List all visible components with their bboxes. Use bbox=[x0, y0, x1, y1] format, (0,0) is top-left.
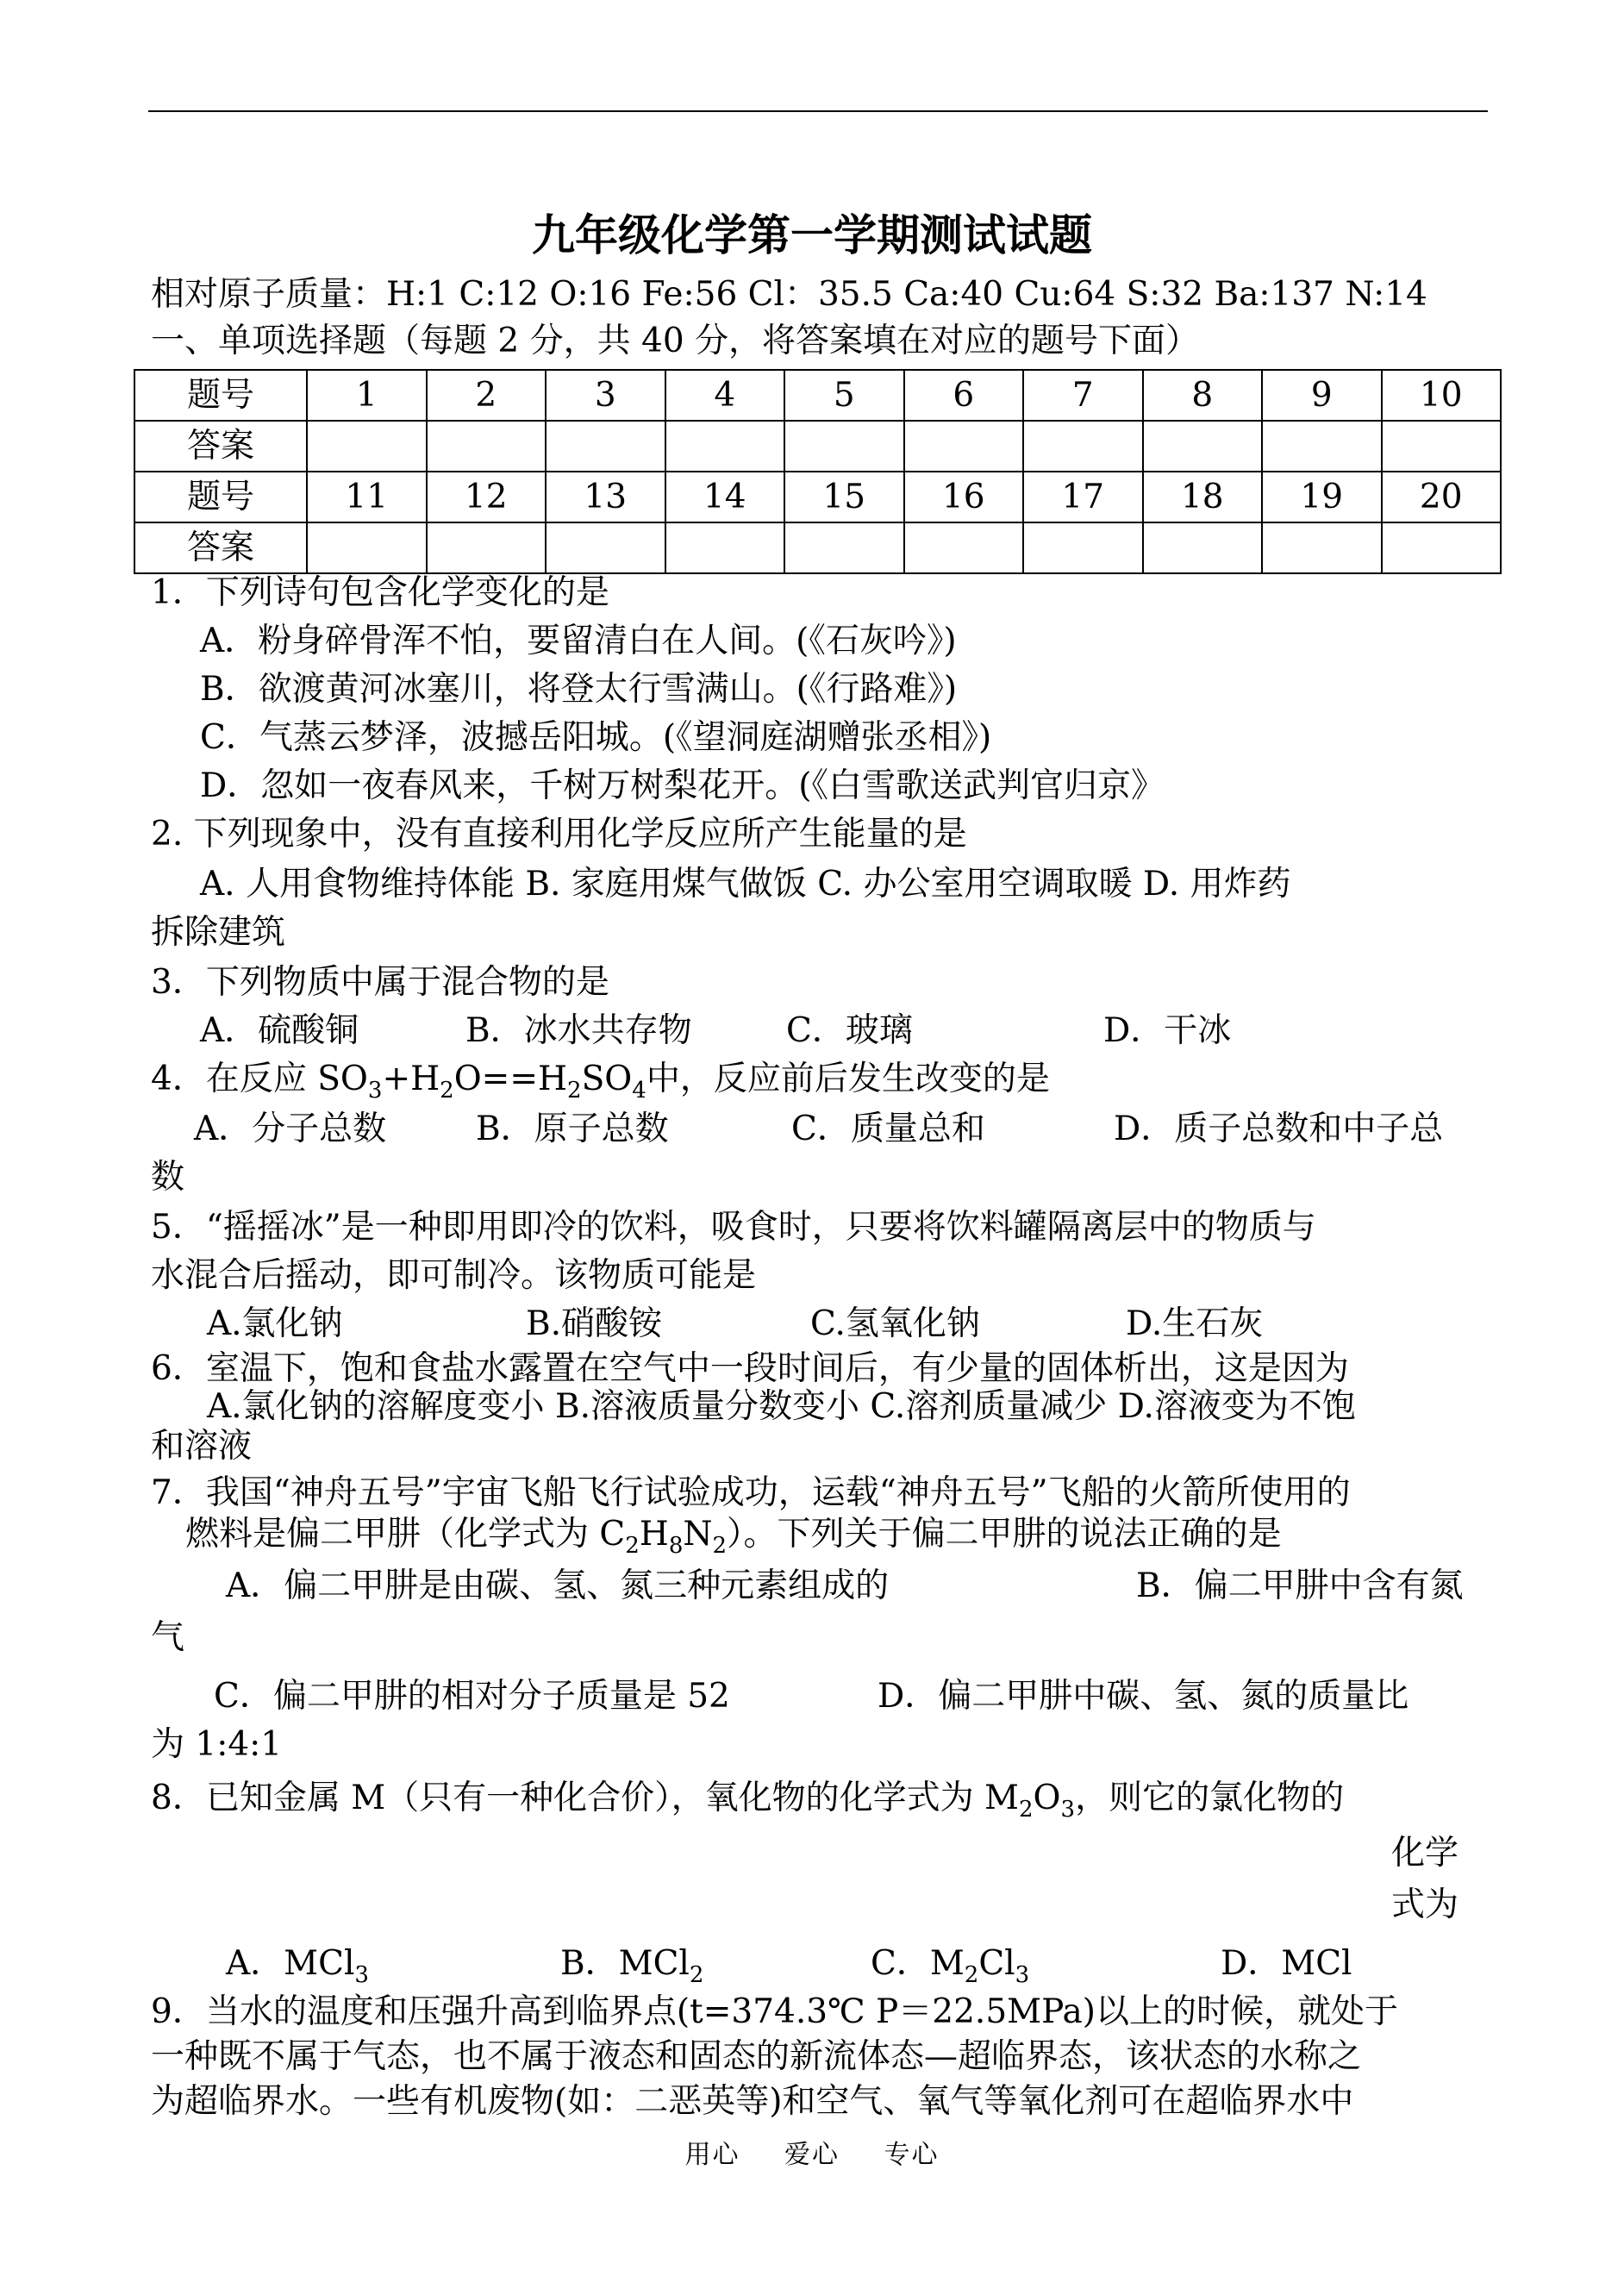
question-7-option-d: D．偏二甲肼中碳、氢、氮的质量比 bbox=[878, 1677, 1409, 1716]
question-8-option-c: C．$M_2Cl_3$ bbox=[871, 1944, 1030, 1988]
question-1-option-d: D．忽如一夜春风来，千树万树梨花开。(《白雪歌送武判官归京》 bbox=[200, 766, 1165, 805]
question-3-option-b: B．冰水共存物 bbox=[465, 1011, 692, 1050]
question-7-option-b-continued: 气 bbox=[151, 1618, 185, 1657]
table-row bbox=[134, 522, 1501, 573]
question-6-options: A.氯化钠的溶解度变小 B.溶液质量分数变小 C.溶剂质量减少 D.溶液变为不饱 bbox=[207, 1387, 1356, 1426]
question-8-option-d: D．MCl bbox=[1221, 1944, 1352, 1983]
atomic-mass-line: 相对原子质量：H:1 C:12 O:16 Fe:56 Cl：35.5 Ca:40 Cu:64 S:32 Ba:137 N:14 bbox=[151, 275, 1427, 314]
question-number-cell: 9 bbox=[1262, 370, 1382, 421]
answer-cell[interactable] bbox=[1262, 421, 1382, 472]
question-number-cell: 12 bbox=[427, 472, 547, 522]
question-9-line-1: 9．当水的温度和压强升高到临界点(t=374.3℃ P＝22.5MPa)以上的时候，就处于 bbox=[151, 1992, 1399, 2031]
question-7-option-d-continued: 为 1:4:1 bbox=[151, 1725, 283, 1764]
question-5-option-a: A.氯化钠 bbox=[207, 1304, 343, 1343]
answer-cell[interactable] bbox=[1023, 522, 1143, 573]
question-8-line-2: 化学 bbox=[1391, 1834, 1459, 1873]
question-7-line-2: 燃料是偏二甲肼（化学式为 $C_2H_8N_2$）。下列关于偏二甲肼的说法正确的是 bbox=[185, 1515, 1282, 1559]
answer-cell[interactable] bbox=[904, 522, 1024, 573]
question-4-option-a: A．分子总数 bbox=[194, 1110, 387, 1148]
question-1-option-b: B．欲渡黄河冰塞川，将登太行雪满山。(《行路难》) bbox=[200, 670, 958, 709]
footer-word: 用心 bbox=[684, 2140, 740, 2170]
question-5-option-d: D.生石灰 bbox=[1126, 1304, 1264, 1343]
question-9-line-2: 一种既不属于气态，也不属于液态和固态的新流体态—超临界态，该状态的水称之 bbox=[151, 2037, 1362, 2076]
question-number-cell: 20 bbox=[1382, 472, 1502, 522]
answer-cell[interactable] bbox=[1023, 421, 1143, 472]
question-number-cell: 19 bbox=[1262, 472, 1382, 522]
answer-cell[interactable] bbox=[546, 522, 665, 573]
question-9-line-3: 为超临界水。一些有机废物(如：二恶英等)和空气、氧气等氧化剂可在超临界水中 bbox=[151, 2082, 1354, 2121]
answer-cell[interactable] bbox=[665, 522, 785, 573]
question-5-option-c: C.氢氧化钠 bbox=[810, 1304, 980, 1343]
answer-cell[interactable] bbox=[1382, 522, 1502, 573]
row-label: 题号 bbox=[134, 370, 307, 421]
answer-cell[interactable] bbox=[427, 421, 547, 472]
question-1-option-a: A．粉身碎骨浑不怕，要留清白在人间。(《石灰吟》) bbox=[200, 622, 957, 660]
footer-word: 爱心 bbox=[784, 2140, 840, 2170]
question-8-option-b: B．MCl$_2$ bbox=[560, 1944, 704, 1988]
question-number-cell: 8 bbox=[1143, 370, 1263, 421]
question-8-option-a: A．MCl$_3$ bbox=[226, 1944, 369, 1988]
question-number-cell: 15 bbox=[784, 472, 904, 522]
question-7-option-c: C．偏二甲肼的相对分子质量是 52 bbox=[214, 1677, 730, 1716]
table-row bbox=[134, 472, 1501, 522]
page-title: 九年级化学第一学期测试试题 bbox=[532, 210, 1092, 260]
question-5-option-b: B.硝酸铵 bbox=[526, 1304, 663, 1343]
question-7-option-a: A．偏二甲肼是由碳、氢、氮三种元素组成的 bbox=[226, 1566, 890, 1605]
answer-cell[interactable] bbox=[665, 421, 785, 472]
answer-cell[interactable] bbox=[904, 421, 1024, 472]
question-number-cell: 13 bbox=[546, 472, 665, 522]
section-heading: 一、单项选择题（每题 2 分，共 40 分，将答案填在对应的题号下面） bbox=[151, 322, 1200, 360]
answer-cell[interactable] bbox=[1382, 421, 1502, 472]
answer-cell[interactable] bbox=[1143, 421, 1263, 472]
answer-cell[interactable] bbox=[1262, 522, 1382, 573]
question-4-option-d: D．质子总数和中子总 bbox=[1114, 1110, 1444, 1148]
question-4-option-c: C．质量总和 bbox=[791, 1110, 985, 1148]
answer-cell[interactable] bbox=[427, 522, 547, 573]
question-7-option-b: B．偏二甲肼中含有氮 bbox=[1136, 1566, 1464, 1605]
question-4-option-b: B．原子总数 bbox=[476, 1110, 669, 1148]
page-footer bbox=[0, 2133, 1624, 2171]
question-5-line-1: 5．“摇摇冰”是一种即用即冷的饮料，吸食时，只要将饮料罐隔离层中的物质与 bbox=[151, 1208, 1316, 1247]
question-5-line-2: 水混合后摇动，即可制冷。该物质可能是 bbox=[151, 1256, 757, 1295]
question-number-cell: 6 bbox=[904, 370, 1024, 421]
question-3-stem: 3．下列物质中属于混合物的是 bbox=[151, 963, 609, 1002]
question-3-option-a: A．硫酸铜 bbox=[200, 1011, 359, 1050]
header-rule bbox=[148, 110, 1488, 112]
question-number-cell: 7 bbox=[1023, 370, 1143, 421]
question-1-option-c: C．气蒸云梦泽，波撼岳阳城。(《望洞庭湖赠张丞相》) bbox=[200, 718, 992, 757]
answer-cell[interactable] bbox=[307, 421, 427, 472]
question-2-options-continued: 拆除建筑 bbox=[151, 913, 286, 952]
question-8-line-3: 式为 bbox=[1391, 1885, 1459, 1924]
footer-word: 专心 bbox=[884, 2140, 940, 2170]
question-number-cell: 17 bbox=[1023, 472, 1143, 522]
question-number-cell: 3 bbox=[546, 370, 665, 421]
table-row bbox=[134, 421, 1501, 472]
question-number-cell: 11 bbox=[307, 472, 427, 522]
question-7-line-1: 7．我国“神舟五号”宇宙飞船飞行试验成功，运载“神舟五号”飞船的火箭所使用的 bbox=[151, 1473, 1351, 1512]
question-3-option-d: D．干冰 bbox=[1103, 1011, 1232, 1050]
row-label: 答案 bbox=[134, 421, 307, 472]
question-3-option-c: C．玻璃 bbox=[786, 1011, 913, 1050]
question-2-stem: 2. 下列现象中，没有直接利用化学反应所产生能量的是 bbox=[151, 815, 967, 854]
question-number-cell: 14 bbox=[665, 472, 785, 522]
question-number-cell: 18 bbox=[1143, 472, 1263, 522]
answer-cell[interactable] bbox=[307, 522, 427, 573]
table-row bbox=[134, 370, 1501, 421]
row-label: 答案 bbox=[134, 522, 307, 573]
question-6-options-continued: 和溶液 bbox=[151, 1427, 253, 1466]
answer-cell[interactable] bbox=[784, 522, 904, 573]
question-number-cell: 5 bbox=[784, 370, 904, 421]
question-1-stem: 1．下列诗句包含化学变化的是 bbox=[151, 573, 609, 612]
answer-cell[interactable] bbox=[784, 421, 904, 472]
question-2-options: A. 人用食物维持体能 B. 家庭用煤气做饭 C. 办公室用空调取暖 D. 用炸药 bbox=[200, 865, 1291, 904]
question-number-cell: 16 bbox=[904, 472, 1024, 522]
question-8-line-1: 8．已知金属 M（只有一种化合价），氧化物的化学式为 $M_2O_3$，则它的氯化物的 bbox=[151, 1779, 1345, 1823]
answer-cell[interactable] bbox=[1143, 522, 1263, 573]
question-number-cell: 1 bbox=[307, 370, 427, 421]
question-number-cell: 10 bbox=[1382, 370, 1502, 421]
question-number-cell: 2 bbox=[427, 370, 547, 421]
question-4-option-d-continued: 数 bbox=[151, 1158, 185, 1197]
question-number-cell: 4 bbox=[665, 370, 785, 421]
answer-cell[interactable] bbox=[546, 421, 665, 472]
question-6-stem: 6．室温下，饱和食盐水露置在空气中一段时间后，有少量的固体析出，这是因为 bbox=[151, 1349, 1349, 1388]
row-label: 题号 bbox=[134, 472, 307, 522]
question-4-stem: 4．在反应 $SO_3+H_2O==H_2SO_4$中，反应前后发生改变的是 bbox=[151, 1060, 1050, 1104]
answer-table bbox=[134, 369, 1502, 574]
